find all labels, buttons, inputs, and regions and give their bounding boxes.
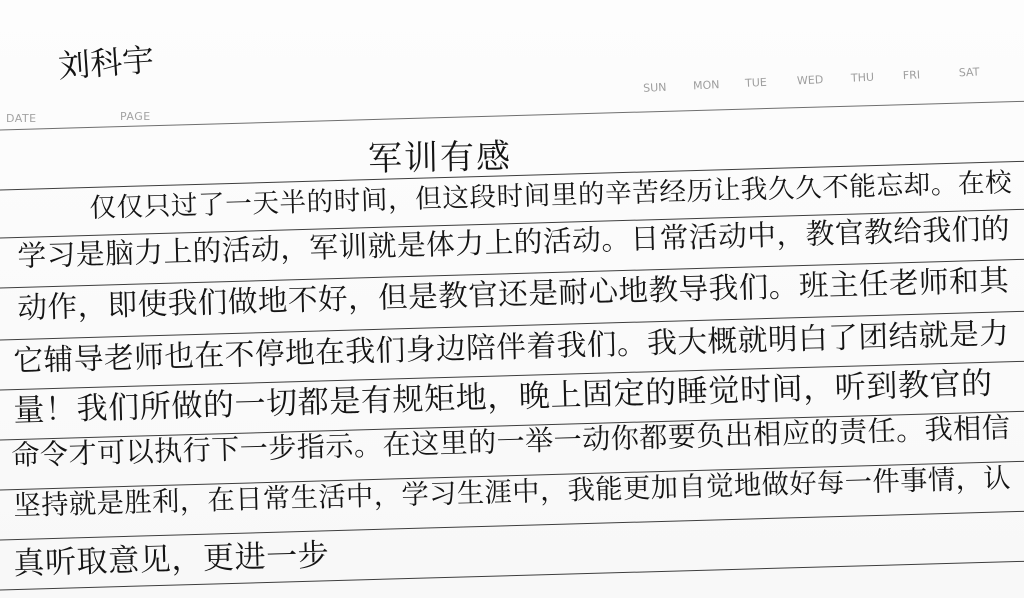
- weekday-row: [640, 46, 1002, 110]
- essay-title: 军训有感: [367, 136, 513, 180]
- weekday-wed: WED: [796, 73, 824, 88]
- essay-line: 坚持就是胜利，在日常生活中，学习生涯中，我能更加自觉地做好每一件事情，认: [13, 463, 1012, 523]
- essay-line: 动作，即使我们做地不好，但是教官还是耐心地教导我们。班主任老师和其: [16, 263, 1010, 326]
- essay-line: 学习是脑力上的活动，军训就是体力上的活动。日常活动中，教官教给我们的: [16, 211, 1011, 274]
- author-name: 刘科宇: [56, 40, 156, 86]
- weekday-mon: MON: [692, 78, 720, 93]
- essay-line: 真听取意见，更进一步: [12, 537, 330, 583]
- essay-line: 量！我们所做的一切都是有规矩地，晚上固定的睡觉时间，听到教官的: [12, 365, 994, 430]
- essay-line: 仅仅只过了一天半的时间，但这段时间里的辛苦经历让我久久不能忘却。在校: [89, 167, 1013, 225]
- weekday-sat: SAT: [958, 65, 980, 80]
- page-label: PAGE: [120, 110, 151, 123]
- ruled-line: [0, 100, 1024, 131]
- weekday-fri: FRI: [902, 68, 921, 83]
- date-label: DATE: [6, 112, 37, 125]
- essay-line: 命令才可以执行下一步指示。在这里的一举一动你都要负出相应的责任。我相信: [11, 411, 1011, 473]
- weekday-thu: THU: [850, 70, 875, 85]
- essay-line: 它辅导老师也在不停地在我们身边陪伴着我们。我大概就明白了团结就是力: [12, 316, 1010, 380]
- weekday-sun: SUN: [642, 80, 667, 95]
- weekday-tue: TUE: [744, 75, 768, 90]
